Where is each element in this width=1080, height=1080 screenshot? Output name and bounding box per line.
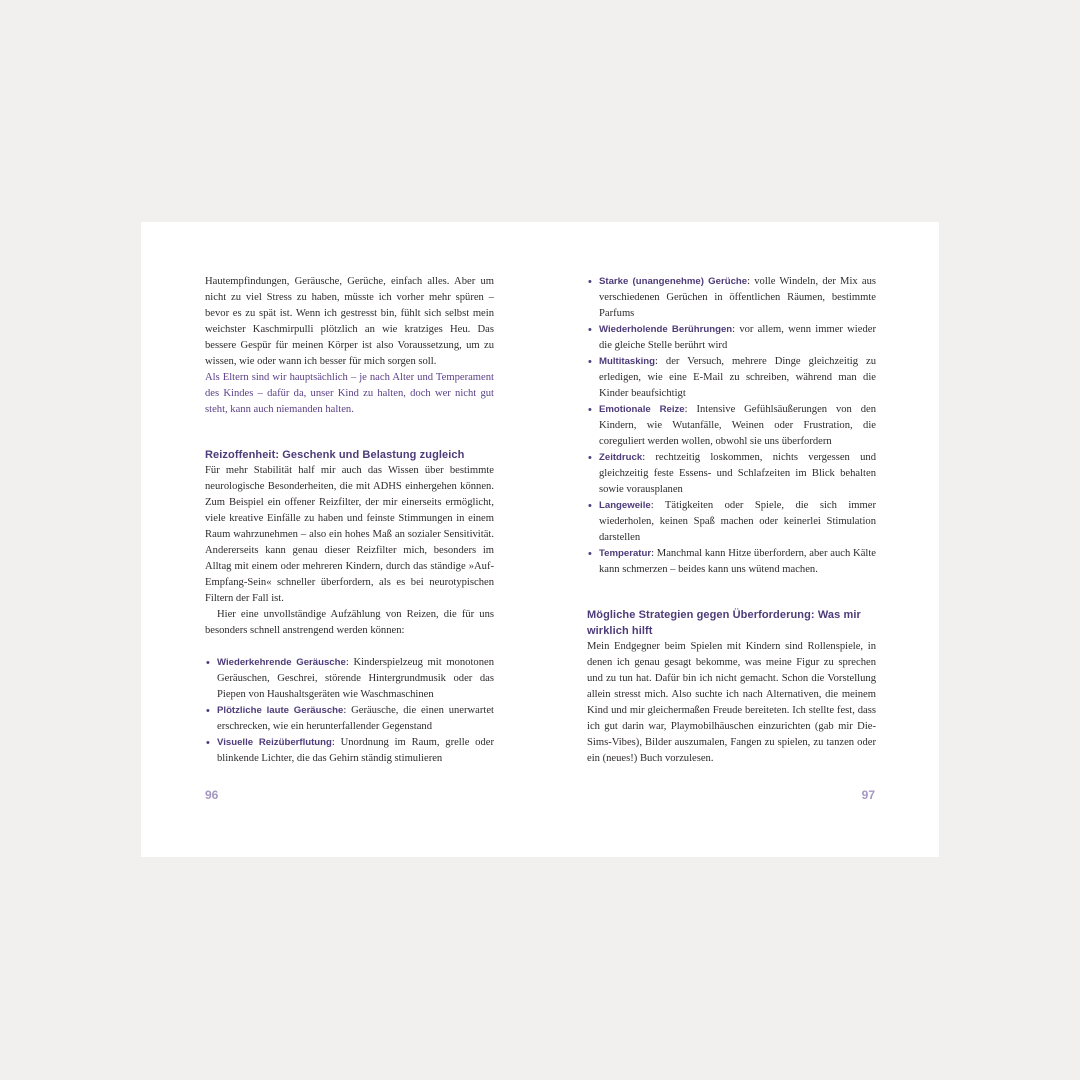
list-term: Zeitdruck (599, 452, 643, 463)
list-term: Multitasking (599, 356, 655, 367)
list-term: Starke (unangenehme) Gerüche (599, 276, 748, 287)
bullet-icon: • (588, 356, 592, 368)
bullet-icon: • (588, 548, 592, 560)
list-item (205, 655, 494, 703)
list-text: : der Versuch, mehrere Dinge gleichzeitig zu erledigen, wie eine E-Mail zu schreiben, während man die Kinder beaufsichtigt (599, 356, 876, 399)
list-text: : vor allem, wenn immer wieder die gleiche Stelle berührt wird (599, 324, 876, 351)
list-text: : Intensive Gefühlsäußerungen von den Kindern, wie Wutanfälle, Weinen oder Frustration, die coreguliert werden wollen, obwohl sie uns überfordern (599, 404, 877, 447)
page-number: 97 (861, 788, 875, 802)
list-text: : Geräusche, die einen unerwartet erschrecken, wie ein herunterfallender Gegenstand (217, 705, 494, 732)
section-heading: Mögliche Strategien gegen Überforderung: Was mir wirklich hilft (587, 609, 861, 637)
left-section (205, 447, 494, 639)
list-term: Wiederholende Berührungen (599, 324, 733, 335)
bullet-icon: • (206, 657, 210, 669)
bullet-icon: • (206, 737, 210, 749)
list-item (587, 402, 876, 450)
right-section (587, 607, 876, 767)
left-page (141, 222, 540, 857)
list-text: : volle Windeln, der Mix aus verschiedenen Gerüchen in öffentlichen Räumen, bestimmte Parfums (599, 276, 877, 319)
bullet-icon: • (588, 500, 592, 512)
list-text: : Kinderspielzeug mit monotonen Geräuschen, Geschrei, störende Hintergrundmusik oder das Piepen von Haushaltsgeräten wie Waschmaschinen (217, 657, 494, 700)
list-item (587, 274, 876, 322)
right-page (540, 222, 939, 857)
list-term: Wiederkehrende Geräusche (217, 657, 346, 668)
right-bullet-list (587, 274, 876, 578)
bullet-icon: • (588, 404, 592, 416)
body-paragraph: Für mehr Stabilität half mir auch das Wissen über bestimmte neurologische Besonderheiten, die mit ADHS einhergehen können. Zum Beispiel ein offener Reizfilter, der mir einerseits ermöglicht, viele kreative Einfälle zu haben und feinste Stimmungen in einem Raum wahrzunehmen – also ein hohes Maß an sozialer Sensitivität. Andererseits kann genau dieser Reizfilter mich, besonders im Alltag mit einem oder mehreren Kindern, durch das ständige »Auf-Empfang-Sein« schneller überfordern, als es bei neurotypischen Filtern der Fall ist. (205, 465, 494, 604)
left-intro (205, 274, 494, 418)
list-term: Temperatur (599, 548, 652, 559)
list-item (587, 498, 876, 546)
list-term: Langeweile (599, 500, 651, 511)
list-term: Visuelle Reizüberflutung (217, 737, 332, 748)
body-paragraph: Mein Endgegner beim Spielen mit Kindern sind Rollenspiele, in denen ich genau gesagt bekomme, was meine Figur zu sprechen und zu tun hat. Dafür bin ich nicht gemacht. Schon die Vorstellung allein stresst mich. Also suchte ich nach Alternativen, die meinem Kind und mir gleichermaßen Freude bereiteten. Ich stellte fest, dass ich gut darin war, Playmobilhäuschen einzurichten (gab mir Die-Sims-Vibes), Bilder auszumalen, Fangen zu spielen, zu tanzen oder ein (neues!) Buch vorzulesen. (587, 641, 876, 764)
section-heading: Reizoffenheit: Geschenk und Belastung zugleich (205, 449, 465, 461)
list-text: : Unordnung im Raum, grelle oder blinkende Lichter, die das Gehirn ständig stimulieren (217, 737, 494, 764)
bullet-icon: • (206, 705, 210, 717)
list-item (587, 450, 876, 498)
intro-paragraph: Hautempfindungen, Geräusche, Gerüche, einfach alles. Aber um nicht zu viel Stress zu haben, müsste ich vorher mehr spüren – bevor es zu spät ist. Wenn ich gestresst bin, fühlt sich selbst mein weichster Kaschmirpulli plötzlich an wie kratziges Heu. Das bessere Gespür für meinen Körper ist also Voraussetzung, um zu wissen, wie oder wann ich besser für mich sorgen soll. (205, 276, 494, 367)
list-term: Plötzliche laute Geräusche (217, 705, 344, 716)
list-text: : Manchmal kann Hitze überfordern, aber auch Kälte kann schmerzen – beides kann uns wütend machen. (599, 548, 876, 575)
page-number: 96 (205, 788, 219, 802)
body-paragraph: Hier eine unvollständige Aufzählung von Reizen, die für uns besonders schnell anstrengend werden können: (205, 609, 494, 636)
list-text: : Tätigkeiten oder Spiele, die sich immer wiederholen, keinen Spaß machen oder keinerlei Stimulation darstellen (599, 500, 876, 543)
list-item (587, 322, 876, 354)
list-term: Emotionale Reize (599, 404, 685, 415)
list-item (587, 546, 876, 578)
bullet-icon: • (588, 324, 592, 336)
bullet-icon: • (588, 276, 592, 288)
list-item (587, 354, 876, 402)
list-text: : rechtzeitig loskommen, nichts vergessen und gleichzeitig feste Essens- und Schlafzeiten im Blick behalten sowie vorausplanen (599, 452, 876, 495)
list-item (205, 735, 494, 767)
left-bullet-list (205, 655, 494, 767)
bullet-icon: • (588, 452, 592, 464)
book-spread (141, 222, 939, 857)
list-item (205, 703, 494, 735)
intro-highlight: Als Eltern sind wir hauptsächlich – je nach Alter und Temperament des Kindes – dafür da, unser Kind zu halten, doch wer nicht gut steht, kann auch niemanden halten. (205, 372, 494, 415)
